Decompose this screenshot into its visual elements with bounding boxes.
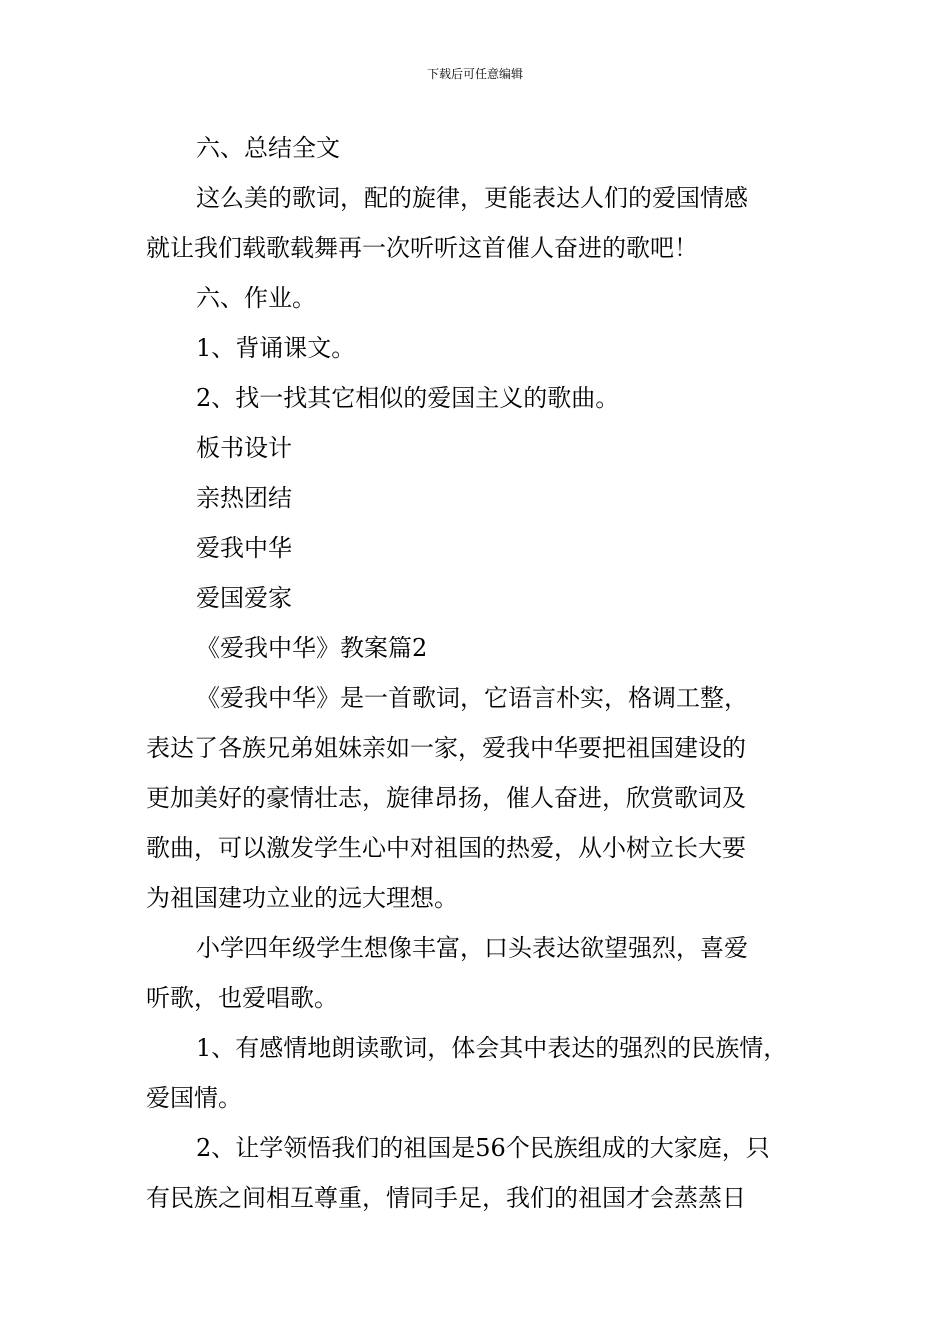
page-header: 下载后可任意编辑 [426,67,523,81]
objective-item: 有民族之间相互尊重，情同手足，我们的祖国才会蒸蒸日 [146,1184,746,1212]
board-design-item: 爱国爱家 [196,584,292,612]
paragraph-line: 小学四年级学生想像丰富，口头表达欲望强烈，喜爱 [196,934,748,962]
board-design-item: 爱我中华 [196,534,292,562]
section-title-lesson-plan-2: 《爱我中华》教案篇2 [196,634,428,662]
section-heading-homework: 六、作业。 [196,284,316,312]
objective-item: 1、有感情地朗读歌词，体会其中表达的强烈的民族情， [196,1034,788,1062]
paragraph-line: 更加美好的豪情壮志，旋律昂扬，催人奋进，欣赏歌词及 [146,784,746,812]
paragraph-line: 为祖国建功立业的远大理想。 [146,884,458,912]
homework-item: 2、找一找其它相似的爱国主义的歌曲。 [196,384,620,412]
paragraph-line: 表达了各族兄弟姐妹亲如一家，爱我中华要把祖国建设的 [146,734,746,762]
homework-item: 1、背诵课文。 [196,334,356,362]
paragraph-line: 这么美的歌词，配的旋律，更能表达人们的爱国情感 [196,184,748,212]
paragraph-line: 歌曲，可以激发学生心中对祖国的热爱，从小树立长大要 [146,834,746,862]
paragraph-line: 听歌，也爱唱歌。 [146,984,338,1012]
document-body [146,123,810,1223]
board-design-item: 亲热团结 [196,484,292,512]
section-heading-board-design: 板书设计 [196,434,292,462]
paragraph-line: 就让我们载歌载舞再一次听听这首催人奋进的歌吧！ [146,234,698,262]
objective-item: 2、让学领悟我们的祖国是56个民族组成的大家庭，只 [196,1134,770,1162]
section-heading-summary: 六、总结全文 [196,134,340,162]
objective-item: 爱国情。 [146,1084,242,1112]
paragraph-line: 《爱我中华》是一首歌词，它语言朴实，格调工整， [196,684,748,712]
